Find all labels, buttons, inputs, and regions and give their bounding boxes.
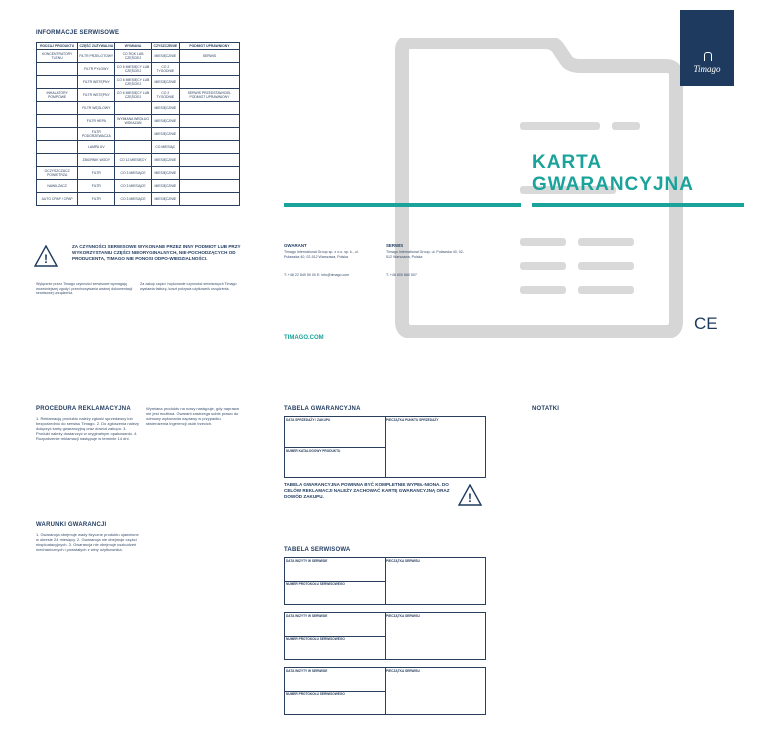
note-left: Wyłącznie przez Timago czynności serwisowe wymagają wcześniejszej zgody i przechowywania ważnej dokumentacji serwisowej urządzenia. — [36, 282, 133, 296]
table-cell: FILTR PODGRZEWACZA — [78, 128, 115, 141]
table-cell: FILTR HEPA — [78, 115, 115, 128]
table-header: CZYSZCZENIE — [151, 43, 179, 50]
placeholder-line — [520, 286, 566, 294]
complaint-title: PROCEDURA REKLAMACYJNA — [36, 406, 131, 412]
table-cell: MIESIĘCZNIE — [151, 154, 179, 167]
placeholder-line — [612, 122, 640, 130]
table-cell — [179, 141, 239, 154]
table-cell: CO 6 MIESIĘCY LUB CZĘŚCIEJ — [115, 76, 152, 89]
brand-logo: Timago — [693, 64, 721, 74]
table-cell: NAWILŻACZ — [37, 180, 78, 193]
placeholder-line — [520, 262, 566, 270]
service-date-label: DATA WIZYTY W SERWISIE — [286, 614, 328, 618]
table-header: RODZAJ PRODUKTU — [37, 43, 78, 50]
service-title: SERWIS — [386, 243, 404, 248]
warning-text: ZA CZYNNOŚCI SERWISOWE WYKONANE PRZEZ INNY PODMIOT LUB PRZY WYKORZYSTANIU CZĘŚCI NIEORYGINALNYCH, NIE-POCHODZĄCYCH OD PRODUCENTA, TIMAGO NIE PONOSI ODPO-WIEDZIALNOŚCI. — [72, 244, 241, 261]
table-cell — [179, 154, 239, 167]
table-cell — [179, 115, 239, 128]
table-row — [37, 180, 240, 193]
warranty-box[interactable] — [284, 416, 486, 478]
service-info-title: INFORMACJE SERWISOWE — [36, 30, 120, 36]
table-cell: MIESIĘCZNIE — [151, 76, 179, 89]
table-cell — [37, 63, 78, 76]
table-cell: FILTR PYŁOWY — [78, 63, 115, 76]
table-cell: MIESIĘCZNIE — [151, 128, 179, 141]
service-date-label: DATA WIZYTY W SERWISIE — [286, 559, 328, 563]
table-cell: FILTR — [78, 167, 115, 180]
table-cell: FILTR — [78, 193, 115, 206]
table-cell: CO 6 MIESIĘCY LUB CZĘŚCIEJ — [115, 63, 152, 76]
table-row — [37, 50, 240, 63]
table-cell — [179, 63, 239, 76]
table-cell: FILTR PRZELOTOWY — [78, 50, 115, 63]
service-table — [36, 42, 240, 206]
ce-mark: CE — [694, 314, 718, 333]
warrantor-title: GWARANT — [284, 243, 307, 248]
table-cell: SERWIS PRZEDSTAWICIEL PODMIOT UPRAWNIONY — [179, 89, 239, 102]
serial-label: NUMER KATALOGOWY PRODUKTU — [286, 449, 341, 453]
table-row — [37, 128, 240, 141]
table-cell — [37, 154, 78, 167]
table-cell: CO 12 MIESIĘCY — [115, 154, 152, 167]
teal-rule-right — [532, 203, 744, 207]
table-cell: CO 2 TYGODNIE — [151, 63, 179, 76]
service-table-title: TABELA SERWISOWA — [284, 547, 351, 553]
table-cell — [115, 141, 152, 154]
brand-block — [680, 10, 734, 86]
table-cell: KONCENTRATORY TLENU — [37, 50, 78, 63]
teal-rule-left — [284, 203, 521, 207]
service-stamp-label: PIECZĄTKA SERWISU — [386, 559, 420, 563]
table-row — [37, 76, 240, 89]
table-cell: WYMIANA WEDŁUG WSKAZAŃ — [115, 115, 152, 128]
table-cell: MIESIĘCZNIE — [151, 193, 179, 206]
table-cell — [37, 76, 78, 89]
service-protocol-label: NUMER PROTOKOŁU SERWISOWEGO — [286, 692, 345, 696]
table-cell — [37, 141, 78, 154]
table-cell: CO 6 MIESIĘCY LUB CZĘŚCIEJ — [115, 89, 152, 102]
table-row — [37, 63, 240, 76]
table-row — [37, 115, 240, 128]
warning-icon — [34, 245, 58, 269]
table-cell: CO 3 MIESIĄCE — [115, 180, 152, 193]
table-cell: MIESIĘCZNIE — [151, 102, 179, 115]
table-row — [37, 141, 240, 154]
table-cell — [179, 180, 239, 193]
warranty-conditions-title: WARUNKI GWARANCJI — [36, 522, 107, 528]
table-cell — [179, 167, 239, 180]
table-cell — [179, 102, 239, 115]
table-cell: AUTO CPAP / CPAP — [37, 193, 78, 206]
table-cell: FILTR WSTĘPNY — [78, 76, 115, 89]
table-row — [37, 89, 240, 102]
table-cell: MIESIĘCZNIE — [151, 50, 179, 63]
notes-title: NOTATKI — [532, 406, 560, 412]
table-cell: MIESIĘCZNIE — [151, 167, 179, 180]
service-date-label: DATA WIZYTY W SERWISIE — [286, 669, 328, 673]
placeholder-line — [520, 238, 566, 246]
warranty-notice: TABELA GWARANCYJNA POWINNA BYĆ KOMPLETNIE WYPEŁ-NIONA. DO CELÓW REKLAMACJI NALEŻY ZACHOWAĆ KARTĘ GWARANCYJNĄ ORAZ DOWÓD ZAKUPU. — [284, 482, 450, 499]
table-cell — [179, 193, 239, 206]
service-stamp-label: PIECZĄTKA SERWISU — [386, 614, 420, 618]
warranty-table-title: TABELA GWARANCYJNA — [284, 406, 361, 412]
table-cell: FILTR WĘGLOWY — [78, 102, 115, 115]
svg-text:!: ! — [44, 252, 48, 266]
table-cell: MIESIĘCZNIE — [151, 180, 179, 193]
table-cell: FILTR — [78, 180, 115, 193]
warrantor-text: Timago International Group sp. z o.o. sp. k., ul. Puławska 40, 02-512 Warszawa, Polska — [284, 250, 359, 259]
table-cell — [179, 128, 239, 141]
service-stamp-label: PIECZĄTKA SERWISU — [386, 669, 420, 673]
warrantor-contact: T: +48 22 849 50 00 E: info@timago.com — [284, 273, 350, 277]
table-cell — [37, 128, 78, 141]
service-text: Timago International Group, ul. Puławska 40, 02-512 Warszawa, Polska — [386, 250, 464, 259]
table-cell: CO 3 MIESIĄCE — [115, 193, 152, 206]
warranty-conditions-text: 1. Gwarancja obejmuje wady fizyczne produktu ujawnione w okresie 24 miesięcy. 2. Gwarancja nie obejmuje części eksploatacyjnych. 3. Gwarancja nie obejmuje uszkodzeń mechanicznych i powstałych z winy użytkownika. — [36, 532, 139, 552]
table-row — [37, 102, 240, 115]
table-cell: OCZYSZCZACZ POWIETRZA — [37, 167, 78, 180]
table-cell — [179, 76, 239, 89]
table-cell — [37, 102, 78, 115]
warning-icon — [458, 484, 482, 506]
table-cell — [37, 115, 78, 128]
complaint-right-text: Wymiana produktu na nowy następuje, gdy naprawa nie jest możliwa. Gwarant zastrzega sobie prawo do odmowy wykonania naprawy w przypadku stwierdzenia ingerencji osób trzecich. — [146, 406, 239, 426]
table-row — [37, 167, 240, 180]
service-entry-box[interactable] — [284, 612, 486, 660]
service-protocol-label: NUMER PROTOKOŁU SERWISOWEGO — [286, 637, 345, 641]
table-header: WYMIANA — [115, 43, 152, 50]
table-cell: FILTR WSTĘPNY — [78, 89, 115, 102]
table-header: PODMIOT UPRAWNIONY — [179, 43, 239, 50]
svg-text:!: ! — [468, 491, 472, 505]
card-title — [532, 152, 694, 196]
table-row — [37, 193, 240, 206]
placeholder-line — [520, 122, 600, 130]
placeholder-line — [578, 238, 634, 246]
placeholder-line — [578, 286, 634, 294]
table-cell — [115, 128, 152, 141]
note-right: Za zakup części i wykonanie czynności serwisowych Timago wystawia fakturę, koszt pokrywa użytkownik urządzenia. — [140, 282, 237, 291]
service-protocol-label: NUMER PROTOKOŁU SERWISOWEGO — [286, 582, 345, 586]
service-entry-box[interactable] — [284, 667, 486, 715]
seller-stamp-label: PIECZĄTKA PUNKTU SPRZEDAŻY — [386, 418, 439, 422]
table-cell: CO ROK LUB CZĘŚCIEJ — [115, 50, 152, 63]
website: TIMAGO.COM — [284, 335, 324, 341]
service-contact: T: +48 800 880 507 — [386, 273, 417, 277]
table-cell: SERWIS — [179, 50, 239, 63]
logo-mark-icon — [704, 52, 712, 61]
table-cell: LAMPA UV — [78, 141, 115, 154]
table-header: CZĘŚĆ ZUŻYWALNA — [79, 44, 114, 48]
table-row — [37, 154, 240, 167]
placeholder-line — [578, 262, 634, 270]
table-cell: ZBIORNIK WODY — [78, 154, 115, 167]
card-title-line1: KARTA — [532, 152, 603, 173]
table-cell: CO 2 TYGODNIE — [151, 89, 179, 102]
table-cell: INHALATORY POMPOWE — [37, 89, 78, 102]
table-cell: CO MIESIĄC — [151, 141, 179, 154]
table-cell: MIESIĘCZNIE — [151, 115, 179, 128]
table-cell: CO 3 MIESIĄCE — [115, 167, 152, 180]
complaint-text: 1. Reklamację produktu należy zgłosić sprzedawcy lub bezpośrednio do serwisu Timago. 2. Do zgłoszenia należy dołączyć kartę gwarancyjną oraz dowód zakupu. 3. Produkt należy dostarczyć w oryginalnym opakowaniu. 4. Rozpatrzenie reklamacji następuje w terminie 14 dni. — [36, 416, 139, 441]
service-entry-box[interactable] — [284, 557, 486, 605]
sale-date-label: DATA SPRZEDAŻY / ZAKUPU — [286, 418, 331, 422]
table-cell — [115, 102, 152, 115]
card-title-line2: GWARANCYJNA — [532, 174, 694, 195]
